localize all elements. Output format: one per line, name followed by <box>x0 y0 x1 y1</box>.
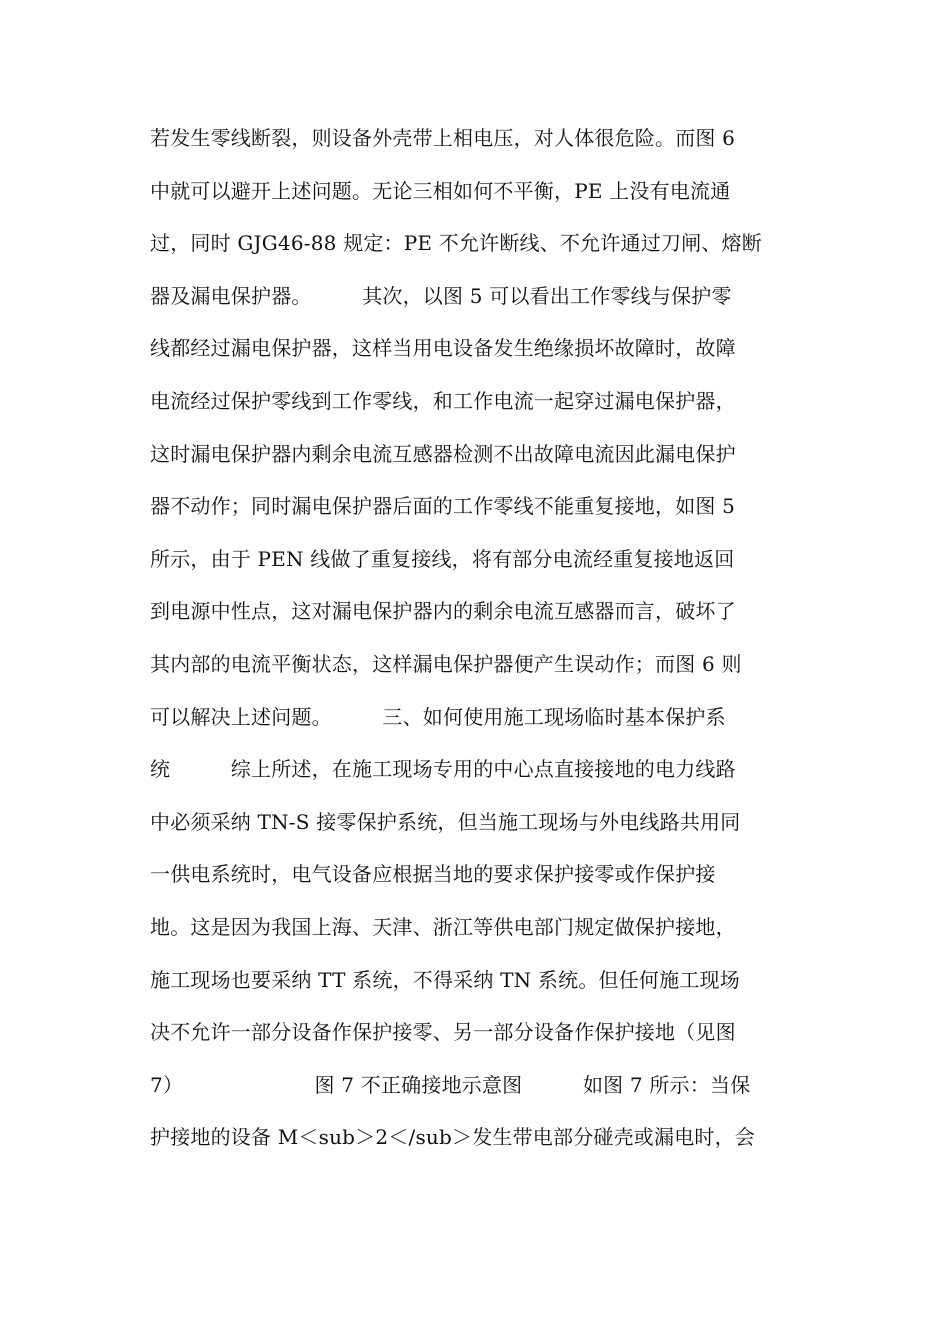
body-text <box>150 118 810 1170</box>
text-line: 护接地的设备 M＜sub＞2＜/sub＞发生带电部分碰壳或漏电时，会 <box>150 1125 755 1150</box>
text-line: 中必须采纳 TN-S 接零保护系统，但当施工现场与外电线路共用同 <box>150 809 741 834</box>
text-line: 过，同时 GJG46-88 规定：PE 不允许断线、不允许通过刀闸、熔断 <box>150 231 762 256</box>
text-line: 统 综上所述，在施工现场专用的中心点直接接地的电力线路 <box>150 757 736 782</box>
text-line: 这时漏电保护器内剩余电流互感器检测不出故障电流因此漏电保护 <box>150 441 736 466</box>
text-line: 施工现场也要采纳 TT 系统，不得采纳 TN 系统。但任何施工现场 <box>150 967 740 992</box>
text-line: 其内部的电流平衡状态，这样漏电保护器便产生误动作；而图 6 则 <box>150 651 742 676</box>
text-line: 中就可以避开上述问题。无论三相如何不平衡，PE 上没有电流通 <box>150 178 731 203</box>
text-line: 器不动作；同时漏电保护器后面的工作零线不能重复接地，如图 5 <box>150 494 736 519</box>
text-line: 决不允许一部分设备作保护接零、另一部分设备作保护接地（见图 <box>150 1020 736 1045</box>
text-line: 所示，由于 PEN 线做了重复接线，将有部分电流经重复接地返回 <box>150 546 735 571</box>
text-line: 7） 图 7 不正确接地示意图 如图 7 所示：当保 <box>150 1072 751 1097</box>
text-line: 若发生零线断裂，则设备外壳带上相电压，对人体很危险。而图 6 <box>150 126 736 150</box>
text-line: 线都经过漏电保护器，这样当用电设备发生绝缘损坏故障时，故障 <box>150 336 736 361</box>
text-line: 电流经过保护零线到工作零线，和工作电流一起穿过漏电保护器， <box>150 388 736 413</box>
text-line: 到电源中性点，这对漏电保护器内的剩余电流互感器而言，破坏了 <box>150 599 736 624</box>
text-line: 地。这是因为我国上海、天津、浙江等供电部门规定做保护接地， <box>150 914 736 939</box>
text-line: 器及漏电保护器。 其次，以图 5 可以看出工作零线与保护零 <box>150 283 732 308</box>
text-line: 一供电系统时，电气设备应根据当地的要求保护接零或作保护接 <box>150 862 716 887</box>
text-line: 可以解决上述问题。 三、如何使用施工现场临时基本保护系 <box>150 704 726 729</box>
